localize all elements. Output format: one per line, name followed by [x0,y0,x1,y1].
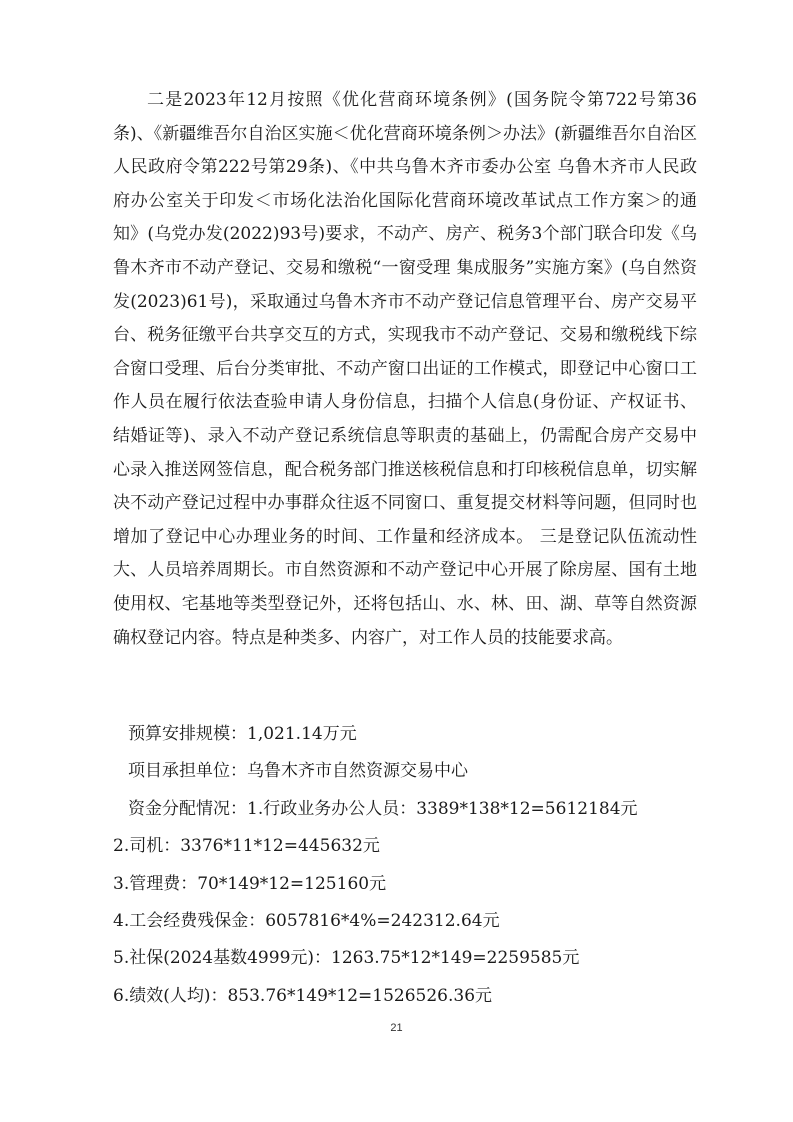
allocation-item-4: 4.工会经费残保金：6057816*4%=242312.64元 [113,911,500,931]
allocation-item-2: 2.司机：3376*11*12=445632元 [113,836,380,856]
allocation-item-3: 3.管理费：70*149*12=125160元 [113,874,387,894]
fund-allocation-line: 资金分配情况：1.行政业务办公人员：3389*138*12=5612184元 [128,799,638,819]
budget-scale-line: 预算安排规模：1,021.14万元 [128,724,357,744]
project-unit-line: 项目承担单位：乌鲁木齐市自然资源交易中心 [128,761,468,781]
allocation-item-5: 5.社保(2024基数4999元)：1263.75*12*149=2259585元 [113,948,580,968]
page-number: 21 [390,1022,403,1034]
body-paragraph: 二是2023年12月按照《优化营商环境条例》(国务院令第722号第36条)、《新疆维吾尔自治区实施＜优化营商环境条例＞办法》(新疆维吾尔自治区人民政府令第222号第29条)、《中共乌鲁木齐市委办公室 乌鲁木齐市人民政府办公室关于印发＜市场化法治化国际化营商环境改革试点工作方案＞的通知》(乌党办发(2022)93号)要求，不动产、房产、税务3个部门联合印发《乌鲁木齐市不动产登记、交易和缴税“一窗受理 集成服务”实施方案》(乌自然资发(2023)61号)，采取通过乌鲁木齐市不动产登记信息管理平台、房产交易平台、税务征缴平台共享交互的方式，实现我市不动产登记、交易和缴税线下综合窗口受理、后台分类审批、不动产窗口出证的工作模式，即登记中心窗口工作人员在履行依法查验申请人身份信息，扫描个人信息(身份证、产权证书、结婚证等)、录入不动产登记系统信息等职责的基础上，仍需配合房产交易中心录入推送网签信息，配合税务部门推送核税信息和打印核税信息单，切实解决不动产登记过程中办事群众往返不同窗口、重复提交材料等问题，但同时也增加了登记中心办理业务的时间、工作量和经济成本。 三是登记队伍流动性大、人员培养周期长。市自然资源和不动产登记中心开展了除房屋、国有土地使用权、宅基地等类型登记外，还将包括山、水、林、田、湖、草等自然资源确权登记内容。特点是种类多、内容广，对工作人员的技能要求高。 [113,90,697,648]
allocation-item-6: 6.绩效(人均)：853.76*149*12=1526526.36元 [113,986,493,1006]
